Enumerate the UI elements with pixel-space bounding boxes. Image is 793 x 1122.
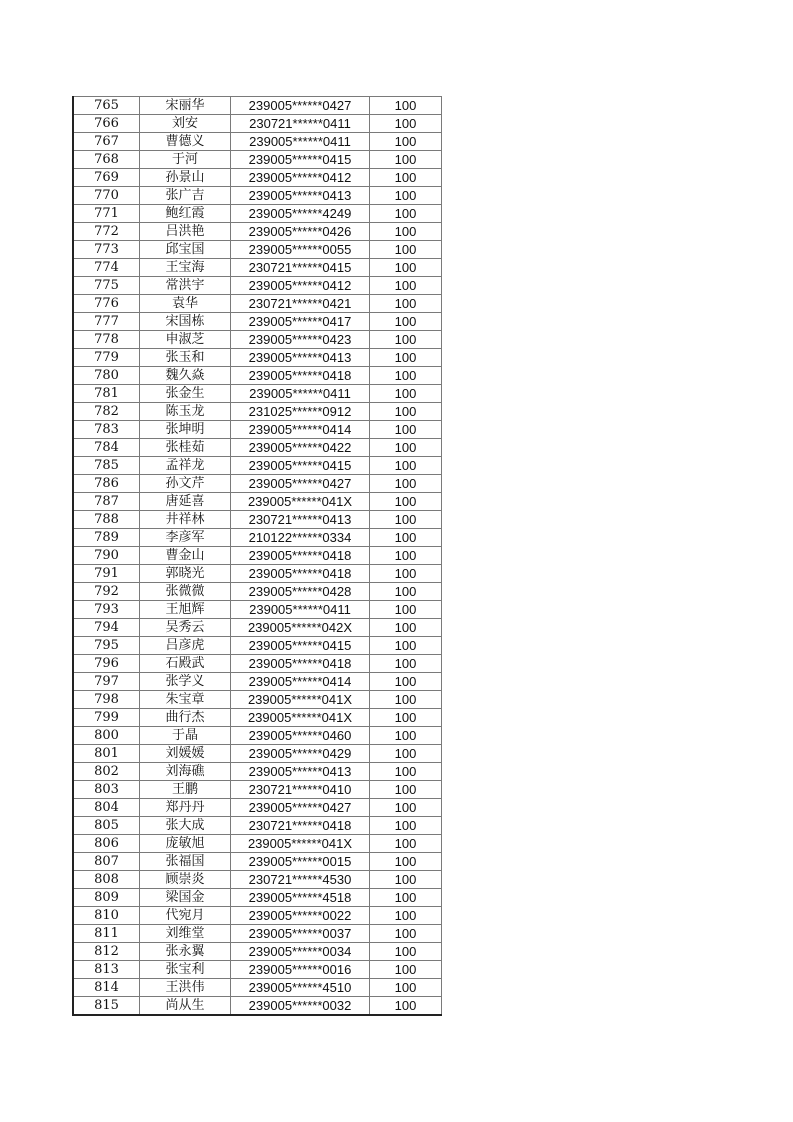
amount-cell: 100 — [370, 619, 442, 637]
id-number-cell: 239005******0415 — [231, 457, 370, 475]
row-number-cell: 778 — [73, 331, 140, 349]
id-number-cell: 239005******0423 — [231, 331, 370, 349]
id-number-cell: 239005******0413 — [231, 187, 370, 205]
id-number-cell: 239005******0415 — [231, 637, 370, 655]
person-name-cell: 庞敏旭 — [140, 835, 231, 853]
row-number-cell: 793 — [73, 601, 140, 619]
table-row — [73, 367, 442, 385]
amount-cell: 100 — [370, 511, 442, 529]
amount-cell: 100 — [370, 961, 442, 979]
amount-cell: 100 — [370, 205, 442, 223]
id-number-cell: 239005******042X — [231, 619, 370, 637]
amount-cell: 100 — [370, 421, 442, 439]
row-number-cell: 781 — [73, 385, 140, 403]
table-row — [73, 169, 442, 187]
table-row — [73, 673, 442, 691]
person-name-cell: 于晶 — [140, 727, 231, 745]
table-row — [73, 529, 442, 547]
amount-cell: 100 — [370, 979, 442, 997]
id-number-cell: 239005******0411 — [231, 601, 370, 619]
id-number-cell: 239005******0418 — [231, 367, 370, 385]
amount-cell: 100 — [370, 97, 442, 115]
person-name-cell: 郑丹丹 — [140, 799, 231, 817]
table-row — [73, 925, 442, 943]
row-number-cell: 771 — [73, 205, 140, 223]
table-row — [73, 151, 442, 169]
row-number-cell: 809 — [73, 889, 140, 907]
person-name-cell: 石殿武 — [140, 655, 231, 673]
amount-cell: 100 — [370, 241, 442, 259]
row-number-cell: 777 — [73, 313, 140, 331]
row-number-cell: 775 — [73, 277, 140, 295]
row-number-cell: 791 — [73, 565, 140, 583]
person-name-cell: 张坤明 — [140, 421, 231, 439]
person-name-cell: 申淑芝 — [140, 331, 231, 349]
row-number-cell: 815 — [73, 997, 140, 1016]
id-number-cell: 230721******0411 — [231, 115, 370, 133]
id-number-cell: 239005******4518 — [231, 889, 370, 907]
amount-cell: 100 — [370, 529, 442, 547]
id-number-cell: 239005******0034 — [231, 943, 370, 961]
table-row — [73, 745, 442, 763]
row-number-cell: 788 — [73, 511, 140, 529]
table-row — [73, 619, 442, 637]
table-row — [73, 727, 442, 745]
person-name-cell: 吴秀云 — [140, 619, 231, 637]
id-number-cell: 230721******0421 — [231, 295, 370, 313]
id-number-cell: 239005******041X — [231, 493, 370, 511]
row-number-cell: 796 — [73, 655, 140, 673]
row-number-cell: 780 — [73, 367, 140, 385]
amount-cell: 100 — [370, 295, 442, 313]
row-number-cell: 779 — [73, 349, 140, 367]
person-name-cell: 刘媛媛 — [140, 745, 231, 763]
amount-cell: 100 — [370, 151, 442, 169]
id-number-cell: 239005******0427 — [231, 475, 370, 493]
table-row — [73, 511, 442, 529]
table-row — [73, 817, 442, 835]
amount-cell: 100 — [370, 691, 442, 709]
row-number-cell: 806 — [73, 835, 140, 853]
id-number-cell: 239005******0422 — [231, 439, 370, 457]
table-row — [73, 691, 442, 709]
amount-cell: 100 — [370, 133, 442, 151]
row-number-cell: 808 — [73, 871, 140, 889]
person-name-cell: 曹金山 — [140, 547, 231, 565]
person-name-cell: 邱宝国 — [140, 241, 231, 259]
id-number-cell: 239005******0414 — [231, 673, 370, 691]
row-number-cell: 811 — [73, 925, 140, 943]
amount-cell: 100 — [370, 997, 442, 1016]
person-name-cell: 郭晓光 — [140, 565, 231, 583]
table-row — [73, 655, 442, 673]
table-row — [73, 997, 442, 1016]
table-row — [73, 907, 442, 925]
id-number-cell: 239005******4249 — [231, 205, 370, 223]
amount-cell: 100 — [370, 781, 442, 799]
row-number-cell: 810 — [73, 907, 140, 925]
table-row — [73, 565, 442, 583]
person-name-cell: 代宛月 — [140, 907, 231, 925]
amount-cell: 100 — [370, 925, 442, 943]
table-row — [73, 583, 442, 601]
person-name-cell: 张福国 — [140, 853, 231, 871]
id-number-cell: 239005******0427 — [231, 97, 370, 115]
id-number-cell: 239005******0022 — [231, 907, 370, 925]
row-number-cell: 798 — [73, 691, 140, 709]
id-number-cell: 239005******0055 — [231, 241, 370, 259]
row-number-cell: 789 — [73, 529, 140, 547]
amount-cell: 100 — [370, 493, 442, 511]
amount-cell: 100 — [370, 457, 442, 475]
table-row — [73, 331, 442, 349]
table-row — [73, 385, 442, 403]
person-name-cell: 张大成 — [140, 817, 231, 835]
amount-cell: 100 — [370, 583, 442, 601]
id-number-cell: 239005******0412 — [231, 277, 370, 295]
id-number-cell: 230721******0415 — [231, 259, 370, 277]
id-number-cell: 239005******0426 — [231, 223, 370, 241]
amount-cell: 100 — [370, 223, 442, 241]
id-number-cell: 210122******0334 — [231, 529, 370, 547]
id-number-cell: 230721******0418 — [231, 817, 370, 835]
table-row — [73, 835, 442, 853]
id-number-cell: 239005******0411 — [231, 133, 370, 151]
row-number-cell: 786 — [73, 475, 140, 493]
person-name-cell: 袁华 — [140, 295, 231, 313]
row-number-cell: 797 — [73, 673, 140, 691]
row-number-cell: 767 — [73, 133, 140, 151]
id-number-cell: 239005******0460 — [231, 727, 370, 745]
table-row — [73, 637, 442, 655]
row-number-cell: 794 — [73, 619, 140, 637]
amount-cell: 100 — [370, 349, 442, 367]
id-number-cell: 239005******0418 — [231, 547, 370, 565]
table-row — [73, 277, 442, 295]
table-row — [73, 943, 442, 961]
person-name-cell: 鲍红霞 — [140, 205, 231, 223]
table-row — [73, 223, 442, 241]
id-number-cell: 239005******0429 — [231, 745, 370, 763]
id-number-cell: 239005******0417 — [231, 313, 370, 331]
row-number-cell: 787 — [73, 493, 140, 511]
amount-cell: 100 — [370, 853, 442, 871]
person-name-cell: 朱宝章 — [140, 691, 231, 709]
amount-cell: 100 — [370, 259, 442, 277]
amount-cell: 100 — [370, 115, 442, 133]
table-row — [73, 295, 442, 313]
amount-cell: 100 — [370, 907, 442, 925]
person-name-cell: 张微微 — [140, 583, 231, 601]
person-name-cell: 张学义 — [140, 673, 231, 691]
person-name-cell: 王旭辉 — [140, 601, 231, 619]
person-name-cell: 吕彦虎 — [140, 637, 231, 655]
person-name-cell: 张宝利 — [140, 961, 231, 979]
id-number-cell: 239005******0418 — [231, 655, 370, 673]
person-name-cell: 张广吉 — [140, 187, 231, 205]
person-name-cell: 刘维堂 — [140, 925, 231, 943]
person-name-cell: 顾崇炎 — [140, 871, 231, 889]
row-number-cell: 774 — [73, 259, 140, 277]
amount-cell: 100 — [370, 889, 442, 907]
person-name-cell: 孟祥龙 — [140, 457, 231, 475]
row-number-cell: 792 — [73, 583, 140, 601]
amount-cell: 100 — [370, 799, 442, 817]
amount-cell: 100 — [370, 871, 442, 889]
row-number-cell: 766 — [73, 115, 140, 133]
id-number-cell: 239005******0411 — [231, 385, 370, 403]
table-row — [73, 259, 442, 277]
table-row — [73, 313, 442, 331]
person-name-cell: 王鹏 — [140, 781, 231, 799]
row-number-cell: 776 — [73, 295, 140, 313]
row-number-cell: 812 — [73, 943, 140, 961]
person-name-cell: 常洪宇 — [140, 277, 231, 295]
id-number-cell: 231025******0912 — [231, 403, 370, 421]
id-number-cell: 239005******0428 — [231, 583, 370, 601]
person-name-cell: 王宝海 — [140, 259, 231, 277]
person-name-cell: 吕洪艳 — [140, 223, 231, 241]
table-row — [73, 547, 442, 565]
amount-cell: 100 — [370, 673, 442, 691]
row-number-cell: 765 — [73, 97, 140, 115]
table-row — [73, 493, 442, 511]
amount-cell: 100 — [370, 169, 442, 187]
amount-cell: 100 — [370, 817, 442, 835]
table-row — [73, 781, 442, 799]
person-name-cell: 张永翼 — [140, 943, 231, 961]
amount-cell: 100 — [370, 835, 442, 853]
row-number-cell: 782 — [73, 403, 140, 421]
table-row — [73, 97, 442, 115]
amount-cell: 100 — [370, 313, 442, 331]
table-row — [73, 115, 442, 133]
row-number-cell: 800 — [73, 727, 140, 745]
person-name-cell: 张金生 — [140, 385, 231, 403]
id-number-cell: 239005******0418 — [231, 565, 370, 583]
person-name-cell: 梁国金 — [140, 889, 231, 907]
amount-cell: 100 — [370, 601, 442, 619]
id-number-cell: 239005******0412 — [231, 169, 370, 187]
amount-cell: 100 — [370, 475, 442, 493]
id-number-cell: 239005******041X — [231, 835, 370, 853]
amount-cell: 100 — [370, 709, 442, 727]
row-number-cell: 772 — [73, 223, 140, 241]
row-number-cell: 814 — [73, 979, 140, 997]
row-number-cell: 785 — [73, 457, 140, 475]
amount-cell: 100 — [370, 727, 442, 745]
person-name-cell: 宋丽华 — [140, 97, 231, 115]
person-name-cell: 王洪伟 — [140, 979, 231, 997]
row-number-cell: 768 — [73, 151, 140, 169]
id-number-cell: 239005******4510 — [231, 979, 370, 997]
person-name-cell: 曲行杰 — [140, 709, 231, 727]
id-number-cell: 239005******0415 — [231, 151, 370, 169]
table-row — [73, 799, 442, 817]
row-number-cell: 769 — [73, 169, 140, 187]
table-row — [73, 187, 442, 205]
amount-cell: 100 — [370, 439, 442, 457]
row-number-cell: 802 — [73, 763, 140, 781]
table-row — [73, 421, 442, 439]
row-number-cell: 813 — [73, 961, 140, 979]
id-number-cell: 239005******0413 — [231, 763, 370, 781]
table-row — [73, 601, 442, 619]
person-name-cell: 刘安 — [140, 115, 231, 133]
row-number-cell: 803 — [73, 781, 140, 799]
table-row — [73, 133, 442, 151]
amount-cell: 100 — [370, 547, 442, 565]
row-number-cell: 784 — [73, 439, 140, 457]
table-row — [73, 709, 442, 727]
id-number-cell: 230721******0410 — [231, 781, 370, 799]
person-name-cell: 陈玉龙 — [140, 403, 231, 421]
amount-cell: 100 — [370, 763, 442, 781]
table-row — [73, 457, 442, 475]
row-number-cell: 805 — [73, 817, 140, 835]
person-name-cell: 孙景山 — [140, 169, 231, 187]
person-name-cell: 尚从生 — [140, 997, 231, 1016]
person-name-cell: 孙文芹 — [140, 475, 231, 493]
id-number-cell: 239005******0037 — [231, 925, 370, 943]
id-number-cell: 239005******0016 — [231, 961, 370, 979]
amount-cell: 100 — [370, 565, 442, 583]
id-number-cell: 239005******0427 — [231, 799, 370, 817]
table-row — [73, 871, 442, 889]
id-number-cell: 230721******4530 — [231, 871, 370, 889]
amount-cell: 100 — [370, 331, 442, 349]
row-number-cell: 804 — [73, 799, 140, 817]
id-number-cell: 239005******0032 — [231, 997, 370, 1016]
person-name-cell: 刘海礁 — [140, 763, 231, 781]
amount-cell: 100 — [370, 187, 442, 205]
table-row — [73, 475, 442, 493]
person-name-cell: 宋国栋 — [140, 313, 231, 331]
person-name-cell: 魏久焱 — [140, 367, 231, 385]
table-row — [73, 439, 442, 457]
table-row — [73, 403, 442, 421]
table-row — [73, 853, 442, 871]
amount-cell: 100 — [370, 367, 442, 385]
amount-cell: 100 — [370, 943, 442, 961]
amount-cell: 100 — [370, 637, 442, 655]
amount-cell: 100 — [370, 277, 442, 295]
id-number-cell: 239005******041X — [231, 709, 370, 727]
id-number-cell: 230721******0413 — [231, 511, 370, 529]
row-number-cell: 783 — [73, 421, 140, 439]
person-name-cell: 唐延喜 — [140, 493, 231, 511]
table-row — [73, 241, 442, 259]
table-row — [73, 961, 442, 979]
person-name-cell: 于河 — [140, 151, 231, 169]
id-number-cell: 239005******0015 — [231, 853, 370, 871]
person-name-cell: 曹德义 — [140, 133, 231, 151]
row-number-cell: 795 — [73, 637, 140, 655]
amount-cell: 100 — [370, 655, 442, 673]
roster-table — [72, 96, 442, 1016]
id-number-cell: 239005******0413 — [231, 349, 370, 367]
row-number-cell: 801 — [73, 745, 140, 763]
table-row — [73, 349, 442, 367]
table-row — [73, 889, 442, 907]
row-number-cell: 790 — [73, 547, 140, 565]
row-number-cell: 773 — [73, 241, 140, 259]
table-row — [73, 205, 442, 223]
table-row — [73, 979, 442, 997]
person-name-cell: 张桂茹 — [140, 439, 231, 457]
table-row — [73, 763, 442, 781]
amount-cell: 100 — [370, 403, 442, 421]
amount-cell: 100 — [370, 745, 442, 763]
person-name-cell: 井祥林 — [140, 511, 231, 529]
id-number-cell: 239005******041X — [231, 691, 370, 709]
row-number-cell: 807 — [73, 853, 140, 871]
person-name-cell: 李彦军 — [140, 529, 231, 547]
person-name-cell: 张玉和 — [140, 349, 231, 367]
id-number-cell: 239005******0414 — [231, 421, 370, 439]
amount-cell: 100 — [370, 385, 442, 403]
roster-table-body — [73, 97, 442, 1016]
row-number-cell: 770 — [73, 187, 140, 205]
row-number-cell: 799 — [73, 709, 140, 727]
